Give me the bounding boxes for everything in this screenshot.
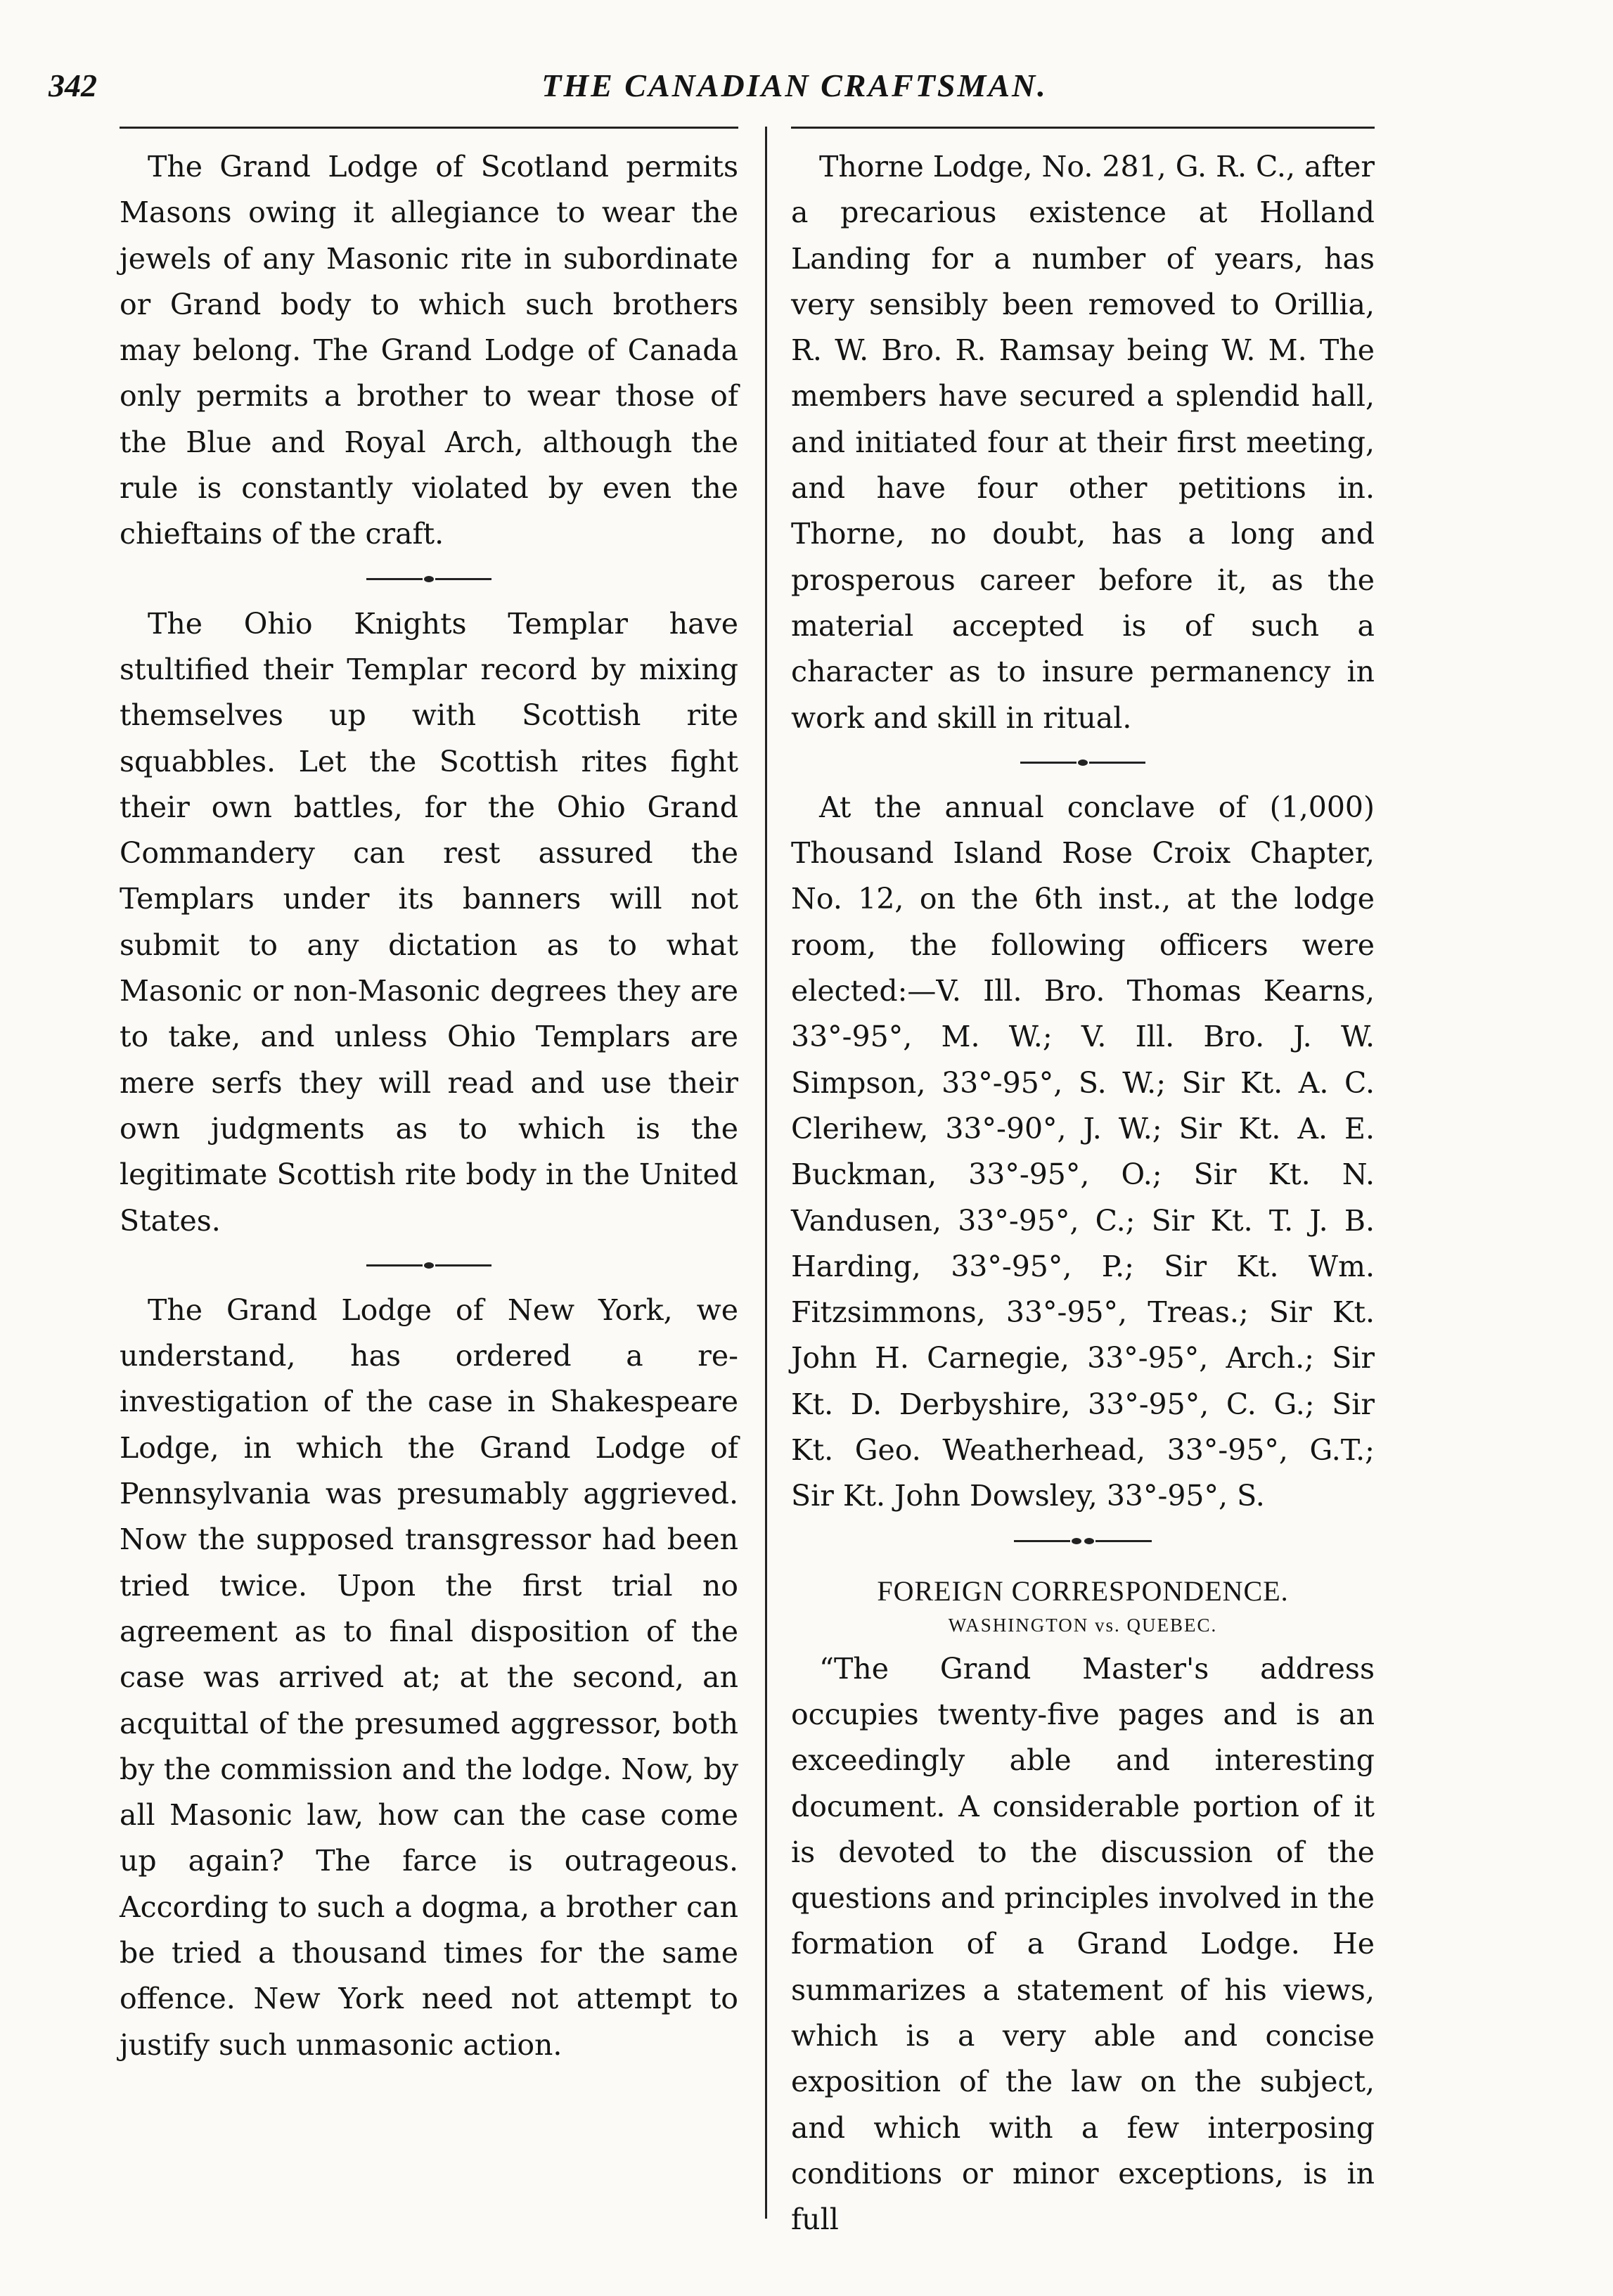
header-rule-left — [120, 127, 738, 129]
section-heading: FOREIGN CORRESPONDENCE. — [877, 1575, 1289, 1607]
article-thorne-lodge: Thorne Lodge, No. 281, G. R. C., after a precarious existence at Holland Landing for a number of years, has very sensibly been removed to Orillia, R. W. Bro. R. Ramsay being W. M. The members have secured a splendid hall, and initiated four at their first meeting, and have four other petitions in. Thorne, no doubt, has a long and prosperous career before it, as the material accepted is of such a character as to insure permanency in work and skill in ritual. — [791, 150, 1375, 735]
article-foreign-correspondence: “The Grand Master's address occupies twenty-five pages and is an exceedingly able and interesting document. A considerable portion of it is devoted to the discussion of the questions and principles involved in the formation of a Grand Lodge. He summarizes a statement of his views, which is a very able and concise exposition of the law on the subject, and which with a few interposing conditions or minor exceptions, is in full — [791, 1651, 1375, 2237]
section-subheading: WASHINGTON vs. QUEBEC. — [948, 1614, 1218, 1636]
column-divider — [765, 127, 767, 2219]
header-rule-right — [791, 127, 1375, 129]
section-ornament — [791, 741, 1375, 785]
running-title: THE CANADIAN CRAFTSMAN. — [541, 68, 1048, 103]
article-rose-croix-officers: At the annual conclave of (1,000) Thousand Island Rose Croix Chapter, No. 12, on the 6th inst., at the lodge room, the following officers were elected:—V. Ill. Bro. Thomas Kearns, 33°-95°, M. W.; V. Ill. Bro. J. W. Simpson, 33°-95°, S. W.; Sir Kt. A. C. Clerihew, 33°-90°, J. W.; Sir Kt. A. E. Buckman, 33°-95°, O.; Sir Kt. N. Vandusen, 33°-95°, C.; Sir Kt. T. J. B. Harding, 33°-95°, P.; Sir Kt. Wm. Fitzsimmons, 33°-95°, Treas.; Sir Kt. John H. Carnegie, 33°-95°, Arch.; Sir Kt. D. Derbyshire, 33°-95°, C. G.; Sir Kt. Geo. Weatherhead, 33°-95°, G.T.; Sir Kt. John Dowsley, 33°-95°, S. — [791, 790, 1375, 1513]
right-column — [791, 127, 1375, 2243]
article-scotland-jewels: The Grand Lodge of Scotland permits Masons owing it allegiance to wear the jewels of any Masonic rite in subordinate or Grand body to which such brothers may belong. The Grand Lodge of Canada only permits a brother to wear those of the Blue and Royal Arch, although the rule is constantly violated by even the chieftains of the craft. — [120, 150, 738, 551]
left-column — [120, 127, 738, 2068]
section-ornament — [120, 558, 738, 601]
article-ohio-templars: The Ohio Knights Templar have stultified their Templar record by mixing themselves up with Scottish rite squabbles. Let the Scottish rites fight their own battles, for the Ohio Grand Commandery can rest assured the Templars under its banners will not submit to any dictation as to what Masonic or non-Masonic degrees they are to take, and unless Ohio Templars are mere serfs they will read and use their own judgments as to which is the legitimate Scottish rite body in the United States. — [120, 606, 738, 1238]
section-ornament — [120, 1244, 738, 1288]
article-new-york-shakespeare-lodge: The Grand Lodge of New York, we understand, has ordered a re-investigation of the case in Shakespeare Lodge, in which the Grand Lodge of Pennsylvania was presumably aggrieved. Now the supposed transgressor had been tried twice. Upon the first trial no agreement as to final disposition of the case was arrived at; at the second, an acquittal of the presumed aggressor, both by the commission and the lodge. Now, by all Masonic law, how can the case come up again? The farce is outrageous. According to such a dogma, a brother can be tried a thousand times for the same offence. New York need not attempt to justify such unmasonic action. — [120, 1293, 738, 2062]
section-ornament-double — [791, 1520, 1375, 1563]
page-header — [39, 67, 1550, 116]
page-number: 342 — [49, 68, 97, 103]
